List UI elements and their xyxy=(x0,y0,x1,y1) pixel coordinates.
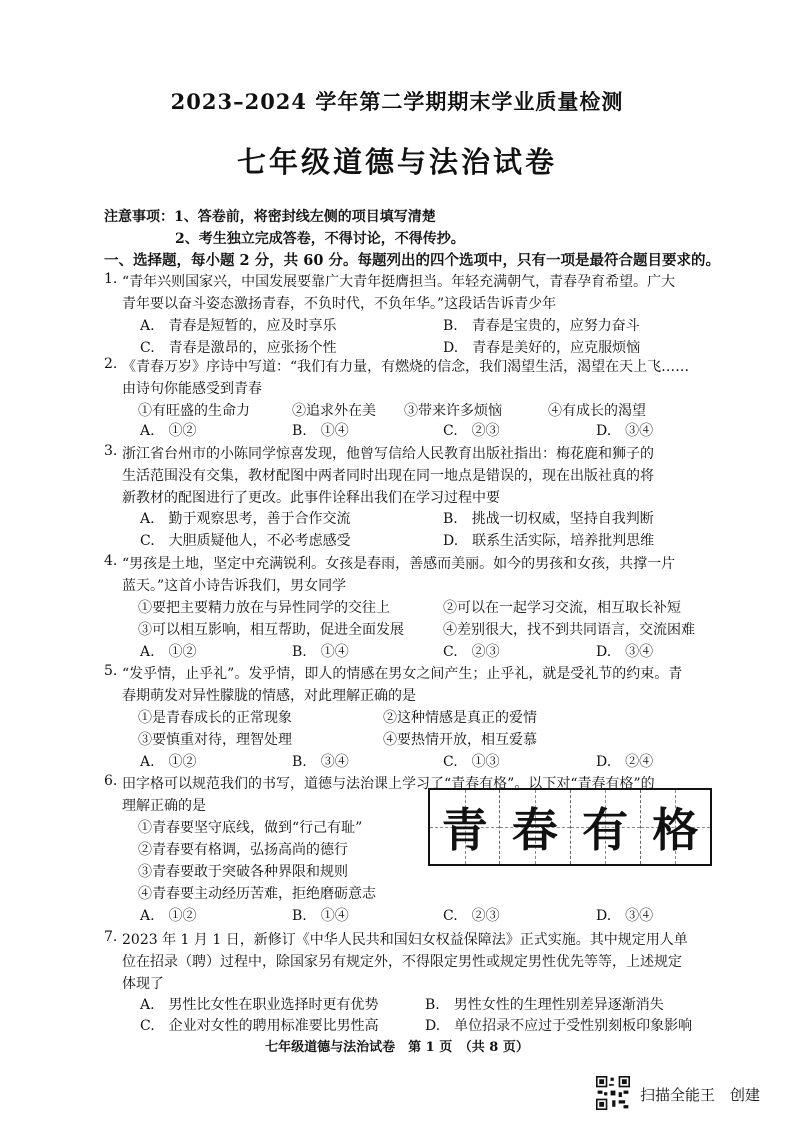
statement-1: ①有旺盛的生命力 xyxy=(138,403,250,419)
question-number: 2. xyxy=(104,356,118,372)
option-c: C. ①③ xyxy=(443,754,500,770)
statement-2: ②追求外在美 xyxy=(292,403,376,419)
grid-char: 有 xyxy=(582,803,629,857)
option-d: D. 青春是美好的，应克服烦恼 xyxy=(443,340,641,356)
option-b: B. 挑战一切权威，坚持自我判断 xyxy=(443,511,654,527)
option-c: C. ②③ xyxy=(443,908,500,924)
option-b: B. ①④ xyxy=(292,908,349,924)
statement-3: ③可以相互影响，相互帮助，促进全面发展 xyxy=(138,622,404,638)
exam-subtitle: 七年级道德与法治试卷 xyxy=(236,145,557,179)
option-b: B. ①④ xyxy=(292,644,349,660)
statement-3: ③带来许多烦恼 xyxy=(404,403,502,419)
option-c: C. 青春是激昂的，应张扬个性 xyxy=(140,340,337,356)
option-a: A. 青春是短暂的，应及时享乐 xyxy=(140,318,337,334)
question-text: 蓝天。”这首小诗告诉我们，男女同学 xyxy=(122,578,347,594)
option-a: A. ①② xyxy=(140,754,197,770)
option-d: D. ③④ xyxy=(596,908,654,924)
notes-line-2: 2、考生独立完成答卷，不得讨论，不得传抄。 xyxy=(175,231,465,247)
question-text: 生活范围没有交集，教材配图中两者同时出现在同一地点是错误的，现在出版社真的将 xyxy=(122,468,654,484)
option-b: B. 青春是宝贵的，应努力奋斗 xyxy=(443,318,640,334)
scanner-watermark: 扫描全能王 创建 xyxy=(640,1086,761,1104)
statement-1: ①要把主要精力放在与异性同学的交往上 xyxy=(138,600,390,616)
option-a: A. 勤于观察思考，善于合作交流 xyxy=(140,511,351,527)
question-number: 7. xyxy=(104,929,118,945)
option-a: A. ①② xyxy=(140,644,197,660)
option-b: B. 男性女性的生理性别差异逐渐消失 xyxy=(425,997,664,1013)
statement-1: ①是青春成长的正常现象 xyxy=(138,710,292,726)
option-b: B. ③④ xyxy=(292,754,349,770)
tianzige-grid xyxy=(428,788,712,866)
option-a: A. 男性比女性在职业选择时更有优势 xyxy=(140,997,379,1013)
question-number: 1. xyxy=(104,271,118,287)
page-footer: 七年级道德与法治试卷 第 1 页 （共 8 页） xyxy=(265,1040,529,1055)
statement-3: ③青春要敢于突破各种界限和规则 xyxy=(138,864,348,880)
grid-cell xyxy=(430,790,500,864)
question-text: 春期萌发对异性朦胧的情感，对此理解正确的是 xyxy=(122,688,416,704)
question-text: 位在招录（聘）过程中，除国家另有规定外，不得限定男性或规定男性优先等等，上述规定 xyxy=(122,954,682,970)
statement-2: ②这种情感是真正的爱情 xyxy=(383,710,537,726)
option-d: D. 单位招录不应过于受性别刻板印象影响 xyxy=(425,1018,693,1034)
option-d: D. ③④ xyxy=(596,423,654,439)
question-text: “发乎情，止乎礼”。发乎情，即人的情感在男女之间产生；止乎礼，就是受礼节的约束。青 xyxy=(122,666,683,682)
grid-char: 春 xyxy=(511,803,558,857)
question-text: 《青春万岁》序诗中写道：“我们有力量，有燃烧的信念，我们渴望生活，渴望在天上飞…… xyxy=(122,359,690,375)
question-number: 3. xyxy=(104,443,118,459)
option-d: D. 联系生活实际，培养批判思维 xyxy=(443,533,655,549)
statement-4: ④要热情开放，相互爱慕 xyxy=(383,732,537,748)
statement-2: ②可以在一起学习交流，相互取长补短 xyxy=(443,600,681,616)
question-number: 6. xyxy=(104,773,118,789)
question-text: “男孩是土地，坚定中充满锐利。女孩是春雨，善感而美丽。如今的男孩和女孩，共撑一片 xyxy=(122,556,676,572)
option-c: C. 企业对女性的聘用标准要比男性高 xyxy=(140,1018,379,1034)
statement-4: ④青春要主动经历苦难，拒绝磨砺意志 xyxy=(138,886,376,902)
notes-line-1: 注意事项：1、答卷前，将密封线左侧的项目填写清楚 xyxy=(104,209,436,225)
question-text: 田字格可以规范我们的书写，道德与法治课上学习了“青春有格”。以下对“青春有格”的 xyxy=(122,776,655,792)
grid-cell xyxy=(571,790,641,864)
statement-3: ③要慎重对待，理智处理 xyxy=(138,732,292,748)
question-text: 理解正确的是 xyxy=(122,798,206,814)
grid-char: 格 xyxy=(652,803,699,857)
grid-cell xyxy=(641,790,710,864)
grid-cell xyxy=(500,790,570,864)
option-c: C. ②③ xyxy=(443,644,500,660)
question-text: 浙江省台州市的小陈同学惊喜发现，他曾写信给人民教育出版社指出：梅花鹿和狮子的 xyxy=(122,446,654,462)
statement-4: ④差别很大，找不到共同语言，交流困难 xyxy=(443,622,695,638)
question-number: 4. xyxy=(104,553,118,569)
statement-4: ④有成长的渴望 xyxy=(548,403,646,419)
statement-1: ①青春要坚守底线，做到“行己有耻” xyxy=(138,820,363,836)
grid-char: 青 xyxy=(441,803,488,857)
question-text: “青年兴则国家兴，中国发展要靠广大青年挺膺担当。年轻充满朝气，青春孕育希望。广大 xyxy=(122,274,676,290)
option-d: D. ③④ xyxy=(596,644,654,660)
option-c: C. ②③ xyxy=(443,423,500,439)
option-a: A. ①② xyxy=(140,908,197,924)
question-text: 青年要以奋斗姿态激扬青春，不负时代，不负年华。”这段话告诉青少年 xyxy=(122,296,557,312)
option-b: B. ①④ xyxy=(292,423,349,439)
question-text: 2023 年 1 月 1 日，新修订《中华人民共和国妇女权益保障法》正式实施。其中规定用人单 xyxy=(122,932,688,948)
section-heading: 一、选择题，每小题 2 分，共 60 分。每题列出的四个选项中，只有一项是最符合题目要求的。 xyxy=(104,252,720,269)
question-text: 由诗句你能感受到青春 xyxy=(122,381,262,397)
option-d: D. ②④ xyxy=(596,754,654,770)
exam-title: 2023–2024 学年第二学期期末学业质量检测 xyxy=(170,89,624,114)
statement-2: ②青春要有格调，弘扬高尚的德行 xyxy=(138,842,348,858)
question-text: 新教材的配图进行了更改。此事件诠释出我们在学习过程中要 xyxy=(122,490,500,506)
question-text: 体现了 xyxy=(122,976,164,992)
option-a: A. ①② xyxy=(140,423,197,439)
qr-code-icon xyxy=(596,1076,630,1110)
option-c: C. 大胆质疑他人，不必考虑感受 xyxy=(140,533,351,549)
question-number: 5. xyxy=(104,663,118,679)
